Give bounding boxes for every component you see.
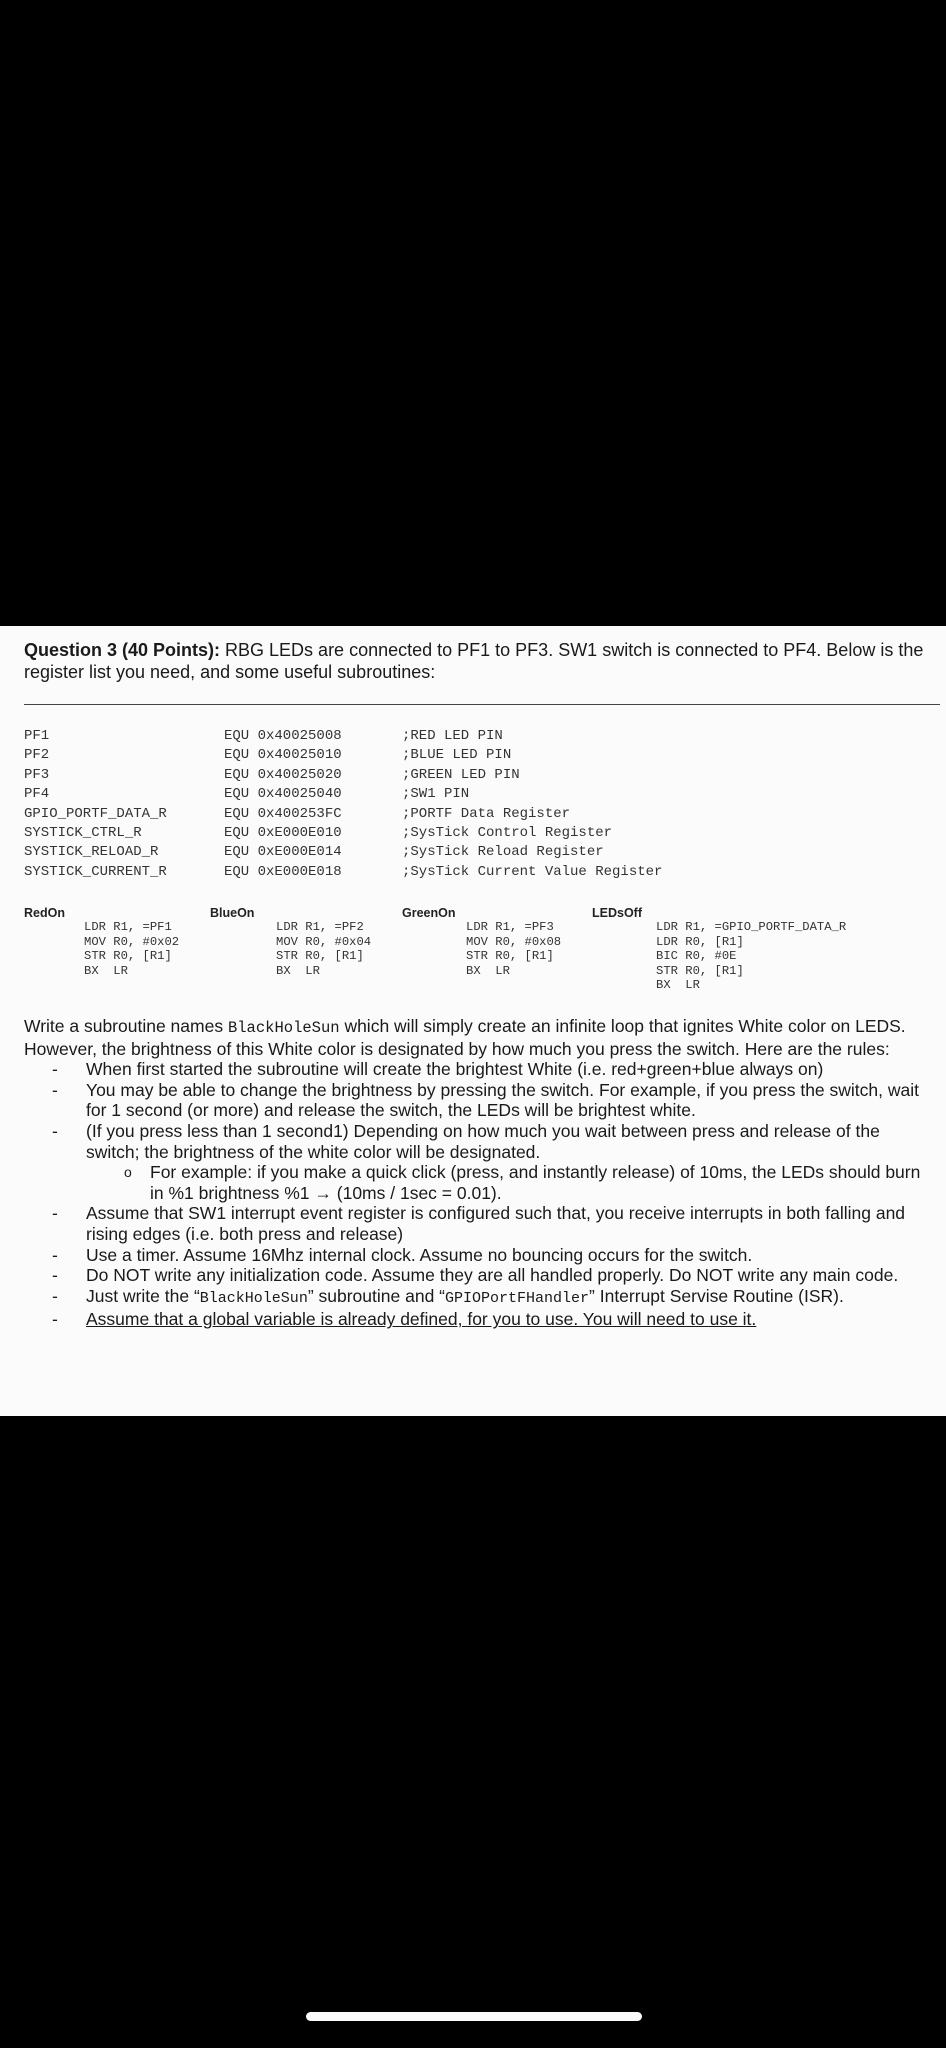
bullet-dash: - xyxy=(52,1059,58,1080)
register-value: EQU 0xE000E018 xyxy=(224,863,342,880)
code-line: LDR R1, =PF2 xyxy=(276,920,364,934)
bullet-dash: - xyxy=(52,1120,58,1141)
register-value: EQU 0xE000E014 xyxy=(224,844,342,861)
register-name: PF2 xyxy=(24,747,50,764)
code-line: BX LR xyxy=(656,978,700,993)
code-line: STR R0, [R1] xyxy=(276,949,364,964)
rule-code: BlackHoleSun xyxy=(199,1289,308,1307)
bullet-dash: - xyxy=(52,1203,58,1224)
bullet-dash: - xyxy=(52,1244,58,1265)
code-line: STR R0, [R1] xyxy=(84,949,172,964)
rules-list xyxy=(24,1059,936,1330)
register-value: EQU 0x40025040 xyxy=(224,786,342,803)
rule-text: Use a timer. Assume 16Mhz internal clock. Assume no bouncing occurs for the switch. xyxy=(86,1244,753,1265)
rule-code: GPIOPortFHandler xyxy=(445,1289,590,1307)
subroutine-code-greenon xyxy=(466,920,561,978)
subroutine-code-ledsoff xyxy=(656,920,846,993)
subroutine-title-greenon: GreenOn xyxy=(402,906,456,920)
rule-text: ” Interrupt Servise Routine (ISR). xyxy=(589,1285,844,1306)
register-comment: ;GREEN LED PIN xyxy=(402,766,520,783)
subroutine-code-redon xyxy=(84,920,179,978)
rule-subitem xyxy=(24,1162,936,1203)
rule-text: Assume that SW1 interrupt event register is configured such that, you receive interrupts in both falling and rising edges (i.e. both press and release) xyxy=(86,1203,906,1244)
register-name: PF3 xyxy=(24,766,50,783)
subroutine-title-blueon: BlueOn xyxy=(210,906,255,920)
code-line: MOV R0, #0x02 xyxy=(84,934,180,949)
rule-item xyxy=(24,1286,936,1310)
rule-text: Just write the “ xyxy=(86,1285,200,1306)
rule-text: When first started the subroutine will create the brightest White (i.e. red+green+blue always on) xyxy=(86,1059,824,1080)
register-name: SYSTICK_CURRENT_R xyxy=(24,863,167,880)
code-line: MOV R0, #0x08 xyxy=(466,934,562,949)
register-name: SYSTICK_RELOAD_R xyxy=(24,844,159,861)
code-line: BX LR xyxy=(84,963,128,978)
register-comment: ;SysTick Reload Register xyxy=(402,844,604,861)
register-value: EQU 0x40025010 xyxy=(224,747,342,764)
code-line: LDR R0, [R1] xyxy=(656,934,744,949)
register-comment: ;BLUE LED PIN xyxy=(402,747,512,764)
task-text: Write a subroutine names xyxy=(24,1016,228,1036)
task-paragraph xyxy=(24,1016,936,1059)
rule-text: ” subroutine and “ xyxy=(307,1285,445,1306)
bullet-dash: - xyxy=(52,1309,58,1330)
rule-item xyxy=(24,1121,936,1162)
rule-item xyxy=(24,1309,936,1330)
register-value: EQU 0x400253FC xyxy=(224,805,342,822)
register-comment: ;SysTick Current Value Register xyxy=(402,863,663,880)
code-line: BIC R0, #0E xyxy=(656,949,737,964)
code-line: BX LR xyxy=(466,963,510,978)
question-label: Question 3 (40 Points): xyxy=(24,640,221,660)
code-line: BX LR xyxy=(276,963,320,978)
divider xyxy=(24,704,940,705)
bullet-dash: - xyxy=(52,1265,58,1286)
code-line: LDR R1, =GPIO_PORTF_DATA_R xyxy=(656,920,847,934)
code-line: LDR R1, =PF1 xyxy=(84,920,172,934)
rule-item xyxy=(24,1059,936,1080)
rule-item xyxy=(24,1080,936,1121)
question-prose xyxy=(24,1016,936,1330)
subroutine-title-redon: RedOn xyxy=(24,906,65,920)
register-comment: ;PORTF Data Register xyxy=(402,805,571,822)
register-comment: ;SysTick Control Register xyxy=(402,824,613,841)
task-code: BlackHoleSun xyxy=(227,1019,340,1037)
register-value: EQU 0x40025008 xyxy=(224,728,342,744)
rule-text: For example: if you make a quick click (press, and instantly release) of 10ms, the LEDs should burn in %1 brightness %1 → (10ms / 1sec = 0.01). xyxy=(150,1162,921,1203)
register-value: EQU 0x40025020 xyxy=(224,766,342,783)
code-line: STR R0, [R1] xyxy=(656,963,744,978)
code-line: LDR R1, =PF3 xyxy=(466,920,554,934)
subroutine-code-blueon xyxy=(276,920,371,978)
rule-item xyxy=(24,1265,936,1286)
register-value: EQU 0xE000E010 xyxy=(224,824,342,841)
subroutine-title-ledsoff: LEDsOff xyxy=(592,906,642,920)
question-document xyxy=(0,626,946,1416)
bullet-dash: - xyxy=(52,1285,58,1306)
rule-text: (If you press less than 1 second1) Depending on how much you wait between press and release of the switch; the brightness of the white color will be designated. xyxy=(86,1120,880,1162)
rule-text: Do NOT write any initialization code. Assume they are all handled properly. Do NOT write any main code. xyxy=(86,1265,899,1286)
rule-item xyxy=(24,1245,936,1266)
rule-text: You may be able to change the brightness by pressing the switch. For example, if you press the switch, wait for 1 second (or more) and release the switch, the LEDs will be brightest white. xyxy=(86,1079,919,1121)
code-line: STR R0, [R1] xyxy=(466,949,554,964)
code-line: MOV R0, #0x04 xyxy=(276,934,372,949)
bullet-circle: o xyxy=(124,1164,132,1181)
question-heading xyxy=(24,639,934,683)
home-indicator[interactable] xyxy=(306,2012,642,2021)
register-name: PF1 xyxy=(24,728,50,744)
rule-text: Assume that a global variable is already defined, for you to use. You will need to use it. xyxy=(86,1309,757,1330)
register-comment: ;SW1 PIN xyxy=(402,786,470,803)
register-name: SYSTICK_CTRL_R xyxy=(24,824,142,841)
register-comment: ;RED LED PIN xyxy=(402,728,503,744)
register-name: PF4 xyxy=(24,786,50,803)
question-intro-text: RBG LEDs are connected to PF1 to PF3. SW1 switch is connected to PF4. Below is the register list you need, and some useful subroutines: xyxy=(24,640,924,682)
bullet-dash: - xyxy=(52,1079,58,1100)
rule-item xyxy=(24,1203,936,1244)
register-name: GPIO_PORTF_DATA_R xyxy=(24,805,167,822)
task-text: which will simply create an infinite loop that ignites White color on LEDS. However, the brightness of this White color is designated by how much you press the switch. Here are the rules: xyxy=(24,1016,906,1059)
